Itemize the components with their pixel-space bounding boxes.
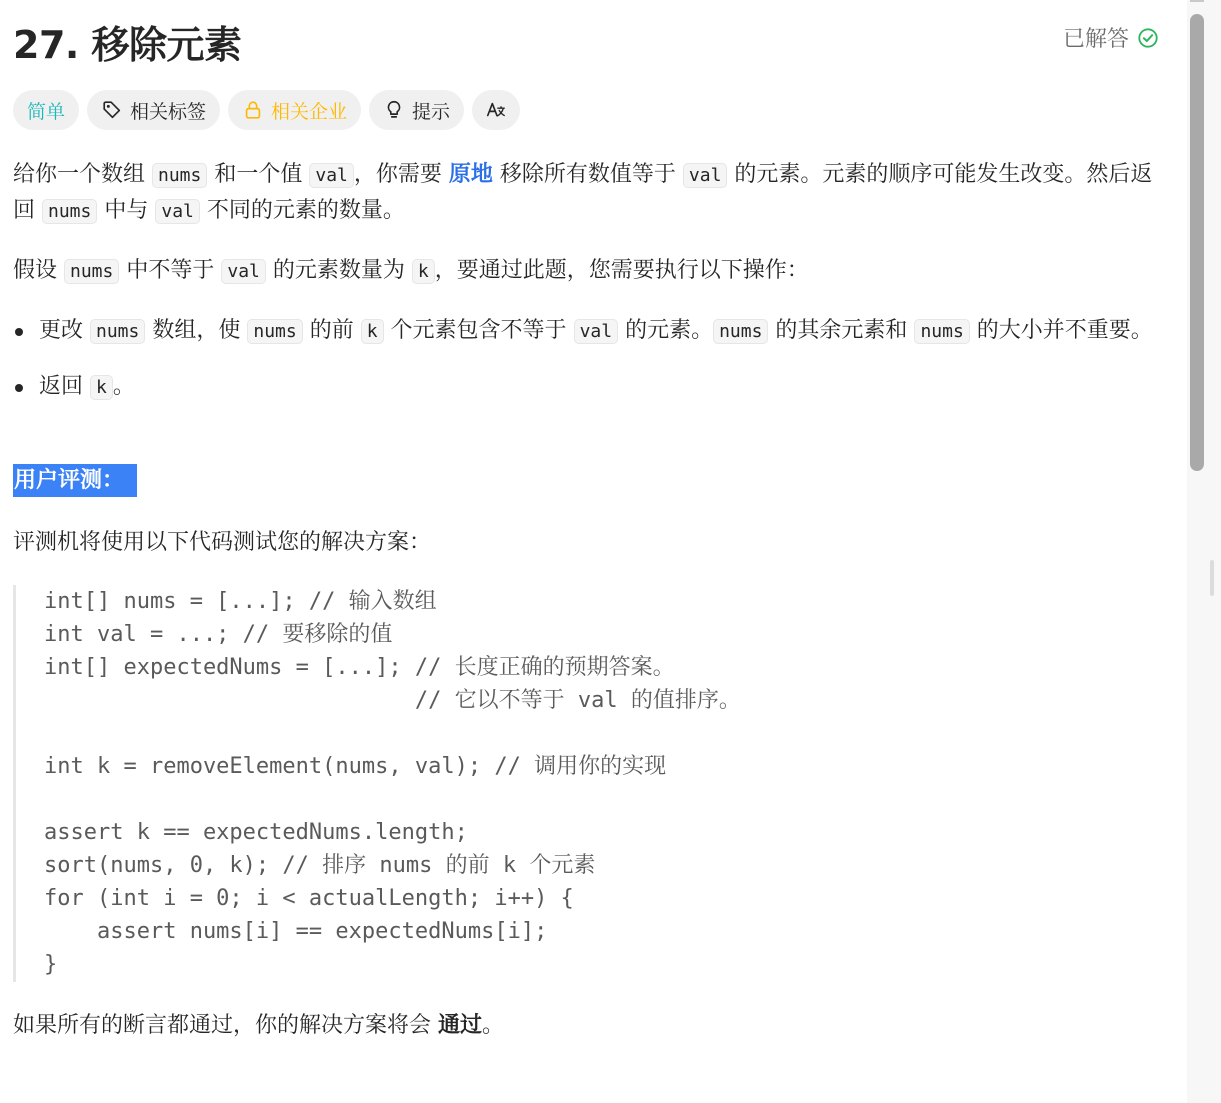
- description-paragraph-2: [13, 253, 1163, 289]
- text: 更改: [39, 318, 90, 343]
- text: 数组，使: [145, 318, 248, 343]
- text: 。: [482, 1013, 505, 1038]
- text: 的大小并不重要。: [969, 318, 1153, 343]
- lightbulb-icon: [383, 99, 405, 121]
- tag-icon: [101, 99, 123, 121]
- inline-code: nums: [42, 199, 97, 224]
- problem-description-panel: [13, 0, 1173, 1038]
- text: 。: [112, 374, 135, 399]
- description-paragraph-1: [13, 157, 1163, 229]
- text: 移除所有数值等于: [492, 162, 683, 187]
- text: 中不等于: [119, 258, 222, 283]
- list-item: [13, 313, 1163, 349]
- inline-code: nums: [713, 319, 768, 344]
- scrollbar-top-edge: [1190, 0, 1204, 2]
- in-place-link[interactable]: 原地: [448, 162, 493, 187]
- hint-button[interactable]: [369, 90, 464, 130]
- inline-code: nums: [64, 259, 119, 284]
- difficulty-label: 简单: [27, 100, 66, 123]
- inline-code: k: [90, 375, 113, 400]
- user-evaluation-heading: 用户评测：: [13, 464, 137, 497]
- code-block: int[] nums = [...]; // 输入数组 int val = ...; // 要移除的值 int[] expectedNums = [...]; // 长度正确的预期答案。 // 它以不等于 val 的值排序。 int k = removeElement(nums, val); // 调用你的实现 assert k == expectedNums.length; sort(nums, 0, k); // 排序 nums 的前 k 个元素 for (int i = 0; i < actualLength; i++) { assert nums[i] == expectedNums[i]; }: [13, 585, 1163, 982]
- inline-code: val: [683, 163, 728, 188]
- inline-code: val: [155, 199, 200, 224]
- text: 假设: [13, 258, 64, 283]
- list-item: [13, 369, 1163, 405]
- inline-code: k: [361, 319, 384, 344]
- difficulty-badge[interactable]: [13, 90, 79, 130]
- hint-label: 提示: [412, 100, 451, 123]
- tag-bar: [13, 90, 520, 130]
- requirements-list: [13, 313, 1163, 425]
- text: 如果所有的断言都通过，你的解决方案将会: [13, 1013, 438, 1038]
- inline-code: k: [412, 259, 435, 284]
- text: 不同的元素的数量。: [199, 198, 405, 223]
- text: 的前: [302, 318, 361, 343]
- text: 的其余元素和: [768, 318, 915, 343]
- inline-code: val: [221, 259, 266, 284]
- translate-icon: [485, 99, 507, 121]
- inline-code: nums: [152, 163, 207, 188]
- text: 个元素包含不等于: [383, 318, 574, 343]
- inline-code: val: [309, 163, 354, 188]
- inline-code: nums: [914, 319, 969, 344]
- solved-status[interactable]: [1063, 22, 1159, 53]
- scrollbar-thumb[interactable]: [1190, 14, 1204, 471]
- description-paragraph-3: 评测机将使用以下代码测试您的解决方案：: [13, 530, 432, 555]
- check-circle-icon: [1137, 27, 1159, 49]
- text: ，要通过此题，您需要执行以下操作：: [434, 258, 809, 283]
- related-companies-label: 相关企业: [271, 100, 348, 123]
- related-tags-label: 相关标签: [130, 100, 207, 123]
- inline-code: nums: [90, 319, 145, 344]
- lock-icon: [242, 99, 264, 121]
- bold-text: 通过: [438, 1013, 483, 1038]
- translate-button[interactable]: [472, 90, 520, 130]
- panel-resize-handle[interactable]: [1210, 560, 1214, 596]
- inline-code: nums: [247, 319, 302, 344]
- text: ，你需要: [353, 162, 449, 187]
- text: 返回: [39, 374, 90, 399]
- solved-label: 已解答: [1062, 27, 1129, 52]
- text: 的元素。元素的顺序可能发生改变。然后返回: [13, 162, 1153, 223]
- related-tags-button[interactable]: [87, 90, 220, 130]
- text: 和一个值: [207, 162, 310, 187]
- text: 中与: [97, 198, 156, 223]
- problem-title[interactable]: 27. 移除元素: [13, 23, 242, 67]
- problem-header: [13, 0, 1173, 80]
- related-companies-button[interactable]: [228, 90, 361, 130]
- text: 给你一个数组: [13, 162, 152, 187]
- text: 的元素。: [618, 318, 714, 343]
- inline-code: val: [574, 319, 619, 344]
- description-paragraph-4: [13, 1008, 1163, 1043]
- text: 的元素数量为: [265, 258, 412, 283]
